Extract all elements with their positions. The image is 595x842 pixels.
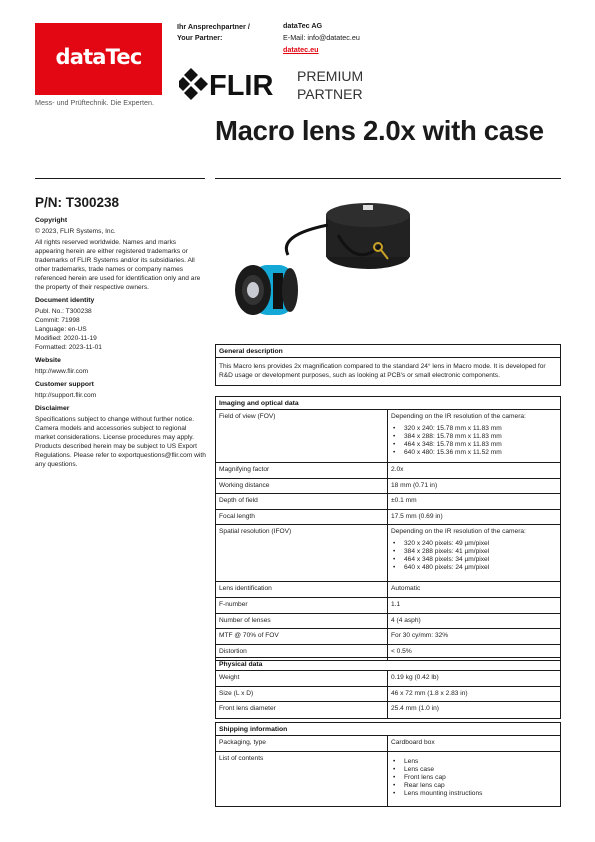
disclaimer-heading: Disclaimer (35, 405, 70, 412)
doc-identity-heading: Document identity (35, 297, 95, 304)
row-label: Magnifying factor (216, 463, 388, 478)
contact-website-link[interactable]: datatec.eu (283, 45, 319, 54)
disclaimer-text: Specifications subject to change without further notice. Camera models and accessories subject to regional market considerations. License procedures may apply. Products described herein may be subject to US Export Regulations. Please refer to exportquestions@flir.com with any questions. (35, 416, 206, 468)
table-row (216, 687, 560, 703)
contact-label (177, 21, 250, 43)
shipping-info-table (215, 722, 561, 807)
contact-label-line2: Your Partner: (177, 33, 223, 42)
contact-company: dataTec AG (283, 21, 323, 30)
fov-list (391, 425, 557, 457)
list-item: • Lens case (391, 766, 557, 774)
row-value: 46 x 72 mm (1.8 x 2.83 in) (391, 689, 468, 697)
table-row (216, 494, 560, 510)
fov-intro: Depending on the IR resolution of the camera: (391, 413, 526, 420)
table-row (216, 736, 560, 752)
shipping-heading: Shipping information (216, 723, 560, 736)
packaging-label: Packaging, type (216, 736, 388, 751)
copyright-text: All rights reserved worldwide. Names and marks appearing herein are either registered trademarks or trademarks of FLIR Systems and/or its subsidiaries. All other trademarks, trade names or company names referenced herein are used for identification only and are the property of their respective owners. (35, 239, 201, 291)
table-row (216, 629, 560, 645)
row-value: 17.5 mm (0.69 in) (391, 512, 443, 520)
table-row (216, 510, 560, 526)
lens-case-icon (286, 203, 410, 269)
list-item: • 384 x 288 pixels: 41 µm/pixel (391, 548, 557, 556)
support-heading: Customer support (35, 381, 94, 388)
doc-language: Language: en-US (35, 326, 87, 333)
table-row (216, 479, 560, 495)
macro-lens-icon (235, 265, 298, 315)
contents-label: List of contents (216, 752, 388, 806)
datatec-logo[interactable] (35, 23, 162, 95)
row-label: MTF @ 70% of FOV (216, 629, 388, 644)
row-value: For 30 cy/mm: 32% (391, 632, 449, 640)
website-link[interactable]: http://www.flir.com (35, 368, 89, 375)
row-value: 2.0x (391, 466, 404, 473)
copyright-heading: Copyright (35, 217, 68, 224)
doc-publ-no: Publ. No.: T300238 (35, 308, 92, 315)
table-row (216, 752, 560, 806)
list-item: • Lens mounting instructions (391, 790, 557, 798)
row-value: < 0.5% (391, 647, 412, 655)
partner-text: PARTNER (297, 86, 363, 102)
table-row (216, 525, 560, 582)
row-label: Focal length (216, 510, 388, 525)
general-description-table (215, 344, 561, 386)
premium-text: PREMIUM (297, 68, 364, 84)
row-value: ±0.1 mm (391, 497, 417, 505)
page-title: Macro lens 2.0x with case (215, 115, 544, 146)
divider (35, 178, 205, 179)
contents-list (391, 758, 557, 798)
list-item: • 384 x 288: 15.78 mm x 11.83 mm (391, 433, 557, 441)
physical-heading: Physical data (216, 658, 560, 671)
table-row (216, 582, 560, 598)
flir-premium-partner-logo (179, 64, 379, 104)
row-value: 0.19 kg (0.42 lb) (391, 674, 439, 681)
row-label: Weight (216, 671, 388, 686)
imaging-heading: Imaging and optical data (216, 397, 560, 410)
row-value: Automatic (391, 585, 421, 593)
ifov-intro: Depending on the IR resolution of the camera: (391, 528, 526, 536)
website-heading: Website (35, 357, 61, 364)
logo-tagline: Mess- und Prüftechnik. Die Experten. (35, 98, 155, 107)
doc-formatted: Formatted: 2023-11-01 (35, 344, 102, 351)
table-row (216, 410, 560, 463)
support-link[interactable]: http://support.flir.com (35, 392, 97, 399)
row-label: Front lens diameter (216, 702, 388, 718)
row-value: 18 mm (0.71 in) (391, 481, 438, 489)
fov-label: Field of view (FOV) (216, 410, 388, 462)
product-image (218, 195, 418, 335)
ifov-label: Spatial resolution (IFOV) (216, 525, 388, 581)
flir-wordmark: FLIR (209, 70, 274, 102)
row-label: Distortion (216, 645, 388, 661)
row-value: 25.4 mm (1.0 in) (391, 705, 440, 713)
list-item: • 464 x 348 pixels: 34 µm/pixel (391, 556, 557, 564)
list-item: • Front lens cap (391, 774, 557, 782)
divider (215, 178, 561, 179)
row-label: Working distance (216, 479, 388, 494)
logo-wordmark: dataTec (55, 45, 142, 69)
contact-label-line1: Ihr Ansprechpartner / (177, 22, 250, 31)
ifov-value (388, 525, 560, 581)
list-item: • 320 x 240: 15.78 mm x 11.83 mm (391, 425, 557, 433)
general-description-text: This Macro lens provides 2x magnification compared to the standard 24° lens in Macro mode. It is developed for R&D usage or development purposes, such as looking at PCB's or small electronic components. (219, 363, 546, 380)
row-label: F-number (216, 598, 388, 613)
table-row (216, 702, 560, 718)
list-item: • 640 x 480: 15.36 mm x 11.52 mm (391, 449, 557, 457)
flir-mark-icon (179, 68, 208, 100)
doc-commit: Commit: 71998 (35, 317, 80, 324)
table-row (216, 463, 560, 479)
list-item: • Lens (391, 758, 557, 766)
table-row (216, 598, 560, 614)
list-item: • Rear lens cap (391, 782, 557, 790)
packaging-value: Cardboard box (391, 739, 435, 746)
row-label: Lens identification (216, 582, 388, 597)
copyright-line: © 2023, FLIR Systems, Inc. (35, 228, 116, 235)
fov-value (388, 410, 560, 462)
ifov-list (391, 540, 557, 572)
row-label: Size (L x D) (216, 687, 388, 702)
row-value: 4 (4 asph) (391, 616, 421, 624)
left-column (35, 212, 207, 471)
table-row (216, 671, 560, 687)
row-label: Number of lenses (216, 614, 388, 629)
contents-value (388, 752, 560, 806)
row-label: Depth of field (216, 494, 388, 509)
table-row (216, 614, 560, 630)
row-value: 1.1 (391, 600, 401, 608)
physical-data-table (215, 657, 561, 719)
list-item: • 640 x 480 pixels: 24 µm/pixel (391, 564, 557, 572)
imaging-optical-table (215, 396, 561, 661)
contact-email[interactable]: E-Mail: info@datatec.eu (283, 33, 360, 42)
list-item: • 320 x 240 pixels: 49 µm/pixel (391, 540, 557, 548)
list-item: • 464 x 348: 15.78 mm x 11.83 mm (391, 441, 557, 449)
doc-modified: Modified: 2020-11-19 (35, 335, 97, 342)
part-number: P/N: T300238 (35, 195, 120, 210)
general-description-heading: General description (216, 345, 560, 358)
